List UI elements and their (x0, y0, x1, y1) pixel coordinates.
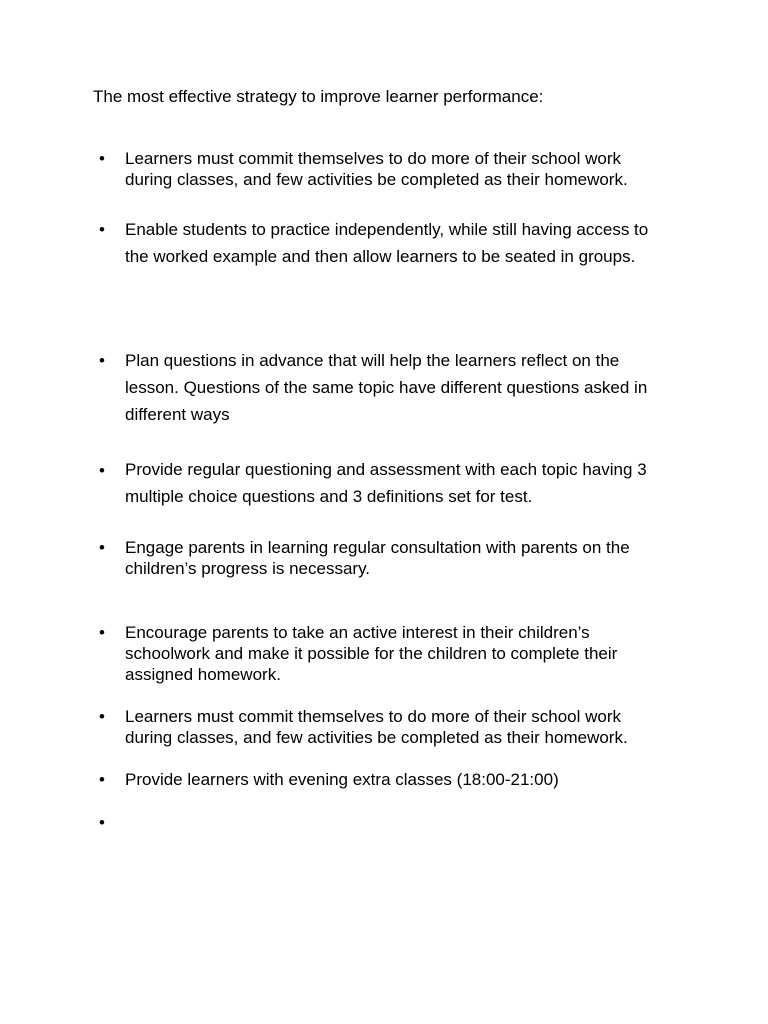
list-item-3: Plan questions in advance that will help the learners reflect on the lesson. Questions of the same topic have different questions asked in different ways (125, 351, 648, 424)
list-item-2: Enable students to practice independently, while still having access to the worked example and then allow learners to be seated in groups. (125, 220, 649, 266)
bullet-marker: • (99, 220, 105, 239)
bullet-marker: • (99, 623, 105, 642)
list-item-6: Encourage parents to take an active interest in their children’s schoolwork and make it possible for the children to complete their assigned homework. (125, 623, 618, 684)
list-item-5: Engage parents in learning regular consultation with parents on the children’s progress is necessary. (125, 538, 630, 578)
bullet-marker: • (99, 351, 105, 370)
bullet-marker: • (99, 538, 105, 557)
list-item-8: Provide learners with evening extra classes (18:00-21:00) (125, 770, 559, 789)
bullet-marker: • (99, 707, 105, 726)
document-heading: The most effective strategy to improve learner performance: (93, 87, 544, 106)
list-item-7: Learners must commit themselves to do more of their school work during classes, and few activities be completed as their homework. (125, 707, 628, 747)
bullet-marker: • (99, 461, 105, 480)
list-item-4: Provide regular questioning and assessment with each topic having 3 multiple choice questions and 3 definitions set for test. (125, 460, 647, 506)
bullet-marker: • (99, 770, 105, 789)
bullet-marker: • (99, 149, 105, 168)
bullet-marker: • (99, 813, 105, 832)
list-item-1: Learners must commit themselves to do more of their school work during classes, and few activities be completed as their homework. (125, 149, 628, 189)
